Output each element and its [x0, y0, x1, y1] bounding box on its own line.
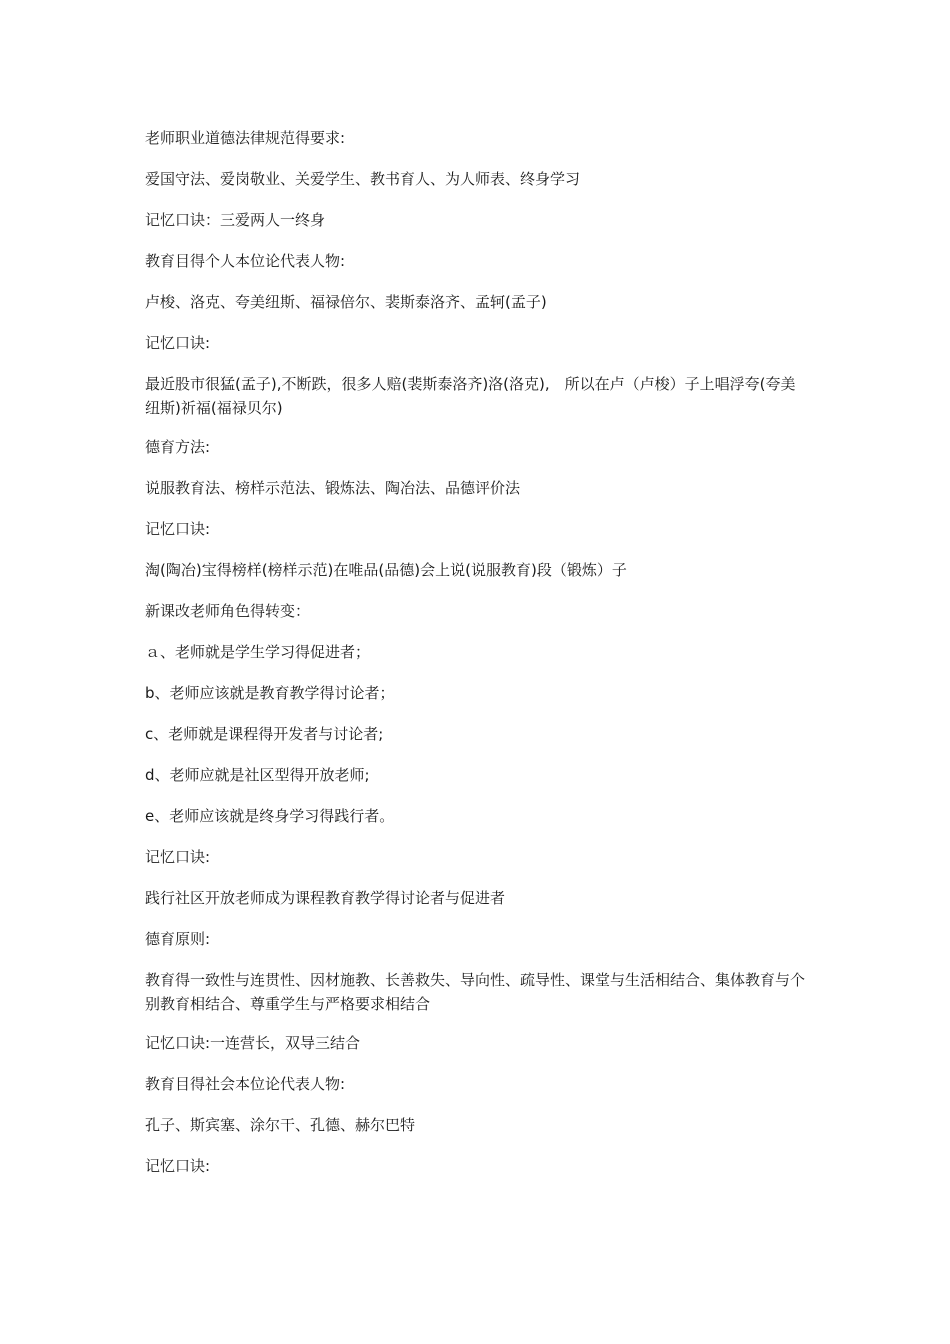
paragraph-social-figures: 孔子、斯宾塞、涂尔干、孔德、赫尔巴特 — [145, 1116, 416, 1134]
paragraph-role-mnemonic: 践行社区开放老师成为课程教育教学得讨论者与促进者 — [145, 889, 506, 907]
list-item-role-b: b、老师应该就是教育教学得讨论者； — [145, 684, 395, 702]
heading-role-change: 新课改老师角色得转变： — [145, 602, 311, 620]
paragraph-ethics-list: 爱国守法、爱岗敬业、关爱学生、教书育人、为人师表、终身学习 — [145, 170, 581, 188]
paragraph-ethics-mnemonic: 记忆口诀：三爱两人一终身 — [145, 211, 326, 229]
list-item-role-d: d、老师应就是社区型得开放老师; — [145, 766, 370, 784]
heading-moral-methods: 德育方法: — [145, 438, 211, 456]
label-mnemonic: 记忆口诀: — [145, 1157, 211, 1175]
heading-teacher-ethics: 老师职业道德法律规范得要求: — [145, 129, 346, 147]
paragraph-moral-methods: 说服教育法、榜样示范法、锻炼法、陶冶法、品德评价法 — [145, 479, 521, 497]
heading-social-standard: 教育目得社会本位论代表人物: — [145, 1075, 346, 1093]
list-item-role-c: c、老师就是课程得开发者与讨论者; — [145, 725, 384, 743]
paragraph-moral-principles: 教育得一致性与连贯性、因材施教、长善救失、导向性、疏导性、课堂与生活相结合、集体教育与个别教育相结合、尊重学生与严格要求相结合 — [145, 971, 806, 1013]
paragraph-individual-figures: 卢梭、洛克、夸美纽斯、福禄倍尔、裴斯泰洛齐、孟轲(孟子) — [145, 293, 547, 311]
document-body — [145, 126, 810, 1195]
paragraph-methods-mnemonic: 淘(陶冶)宝得榜样(榜样示范)在唯品(品德)会上说(说服教育)段（锻炼）子 — [145, 561, 627, 579]
label-mnemonic: 记忆口诀: — [145, 848, 211, 866]
label-mnemonic: 记忆口诀: — [145, 334, 211, 352]
label-mnemonic: 记忆口诀: — [145, 520, 211, 538]
list-item-role-e: e、老师应该就是终身学习得践行者。 — [145, 807, 395, 825]
heading-moral-principles: 德育原则: — [145, 930, 211, 948]
paragraph-individual-mnemonic: 最近股市很猛(孟子),不断跌，很多人赔(裴斯泰洛齐)洛(洛克), 所以在卢（卢梭）子上唱浮夸(夸美纽斯)祈福(福禄贝尔) — [145, 375, 796, 417]
list-item-role-a: ａ、老师就是学生学习得促进者； — [145, 643, 371, 661]
paragraph-principles-mnemonic: 记忆口诀:一连营长，双导三结合 — [145, 1034, 361, 1052]
heading-individual-standard: 教育目得个人本位论代表人物: — [145, 252, 346, 270]
